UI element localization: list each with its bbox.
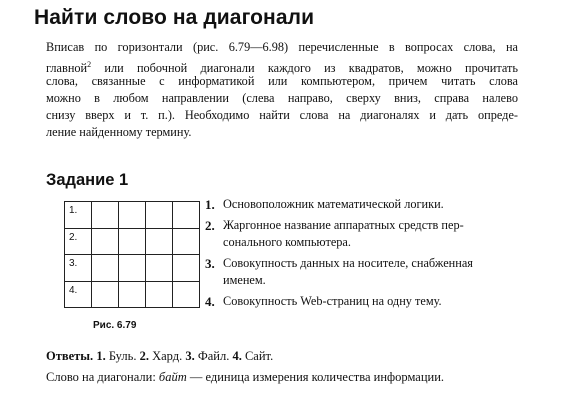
grid-cell — [173, 202, 200, 229]
question-line: Совокупность данных на носителе, снабженная — [223, 256, 473, 270]
question-line: именем. — [223, 273, 266, 287]
grid-row-label-cell: 3. — [65, 255, 92, 282]
grid-cell — [173, 255, 200, 282]
grid-cell — [146, 255, 173, 282]
answers-label: Ответы. — [46, 349, 94, 363]
page-title: Найти слово на диагонали — [34, 6, 315, 29]
grid-cell — [146, 229, 173, 256]
answer-number: 1. — [96, 349, 106, 363]
question-item — [205, 255, 525, 289]
answer-word: Сайт. — [244, 349, 274, 363]
question-text — [223, 255, 525, 289]
task-title: Задание 1 — [46, 171, 129, 189]
grid-cell — [119, 255, 146, 282]
grid-cell — [146, 282, 173, 309]
question-item — [205, 196, 525, 213]
grid-cell — [92, 255, 119, 282]
answer-number: 3. — [185, 349, 195, 363]
grid-row-label-cell: 4. — [65, 282, 92, 309]
intro-line-text: можно в любом направлении (слева направо, сверху вниз, справа налево — [46, 91, 518, 106]
diagonal-label: Слово на диагонали: — [46, 370, 156, 384]
answer-word: Хард. — [152, 349, 183, 363]
grid-cell — [92, 229, 119, 256]
intro-line-text: снизу вверх и т. п.). Необходимо найти слова на диагоналях и дать опреде- — [46, 108, 518, 123]
question-number: 1. — [205, 197, 215, 212]
footnote-marker: 2 — [87, 60, 92, 70]
intro-line — [46, 124, 518, 141]
diagonal-word: байт — [158, 370, 187, 384]
intro-line — [46, 39, 518, 56]
question-number: 3. — [205, 256, 215, 271]
question-line: Основоположник математической логики. — [223, 197, 444, 211]
intro-paragraph — [46, 39, 518, 142]
intro-line-text: или побочной диагонали каждого из квадратов, можно прочитать — [91, 61, 518, 76]
question-item — [205, 217, 525, 251]
question-text — [223, 196, 525, 213]
question-text — [223, 217, 525, 251]
grid-cell — [173, 282, 200, 309]
grid-row-label-cell: 1. — [65, 202, 92, 229]
question-line: Жаргонное название аппаратных средств пер- — [223, 218, 464, 232]
grid-cell — [146, 202, 173, 229]
answer-number: 4. — [232, 349, 242, 363]
question-number: 2. — [205, 218, 215, 233]
intro-line — [46, 56, 518, 76]
grid-cell — [173, 229, 200, 256]
diagonal-definition: — единица измерения количества информации. — [189, 370, 445, 384]
intro-line — [46, 73, 518, 90]
question-item — [205, 293, 525, 310]
answer-word: Буль. — [108, 349, 137, 363]
intro-line-text: Вписав по горизонтали (рис. 6.79—6.98) перечисленные в вопросах слова, на — [46, 40, 518, 54]
question-list — [205, 196, 525, 314]
grid-cell — [92, 202, 119, 229]
crossword-grid — [64, 201, 200, 308]
grid-row-label-cell: 2. — [65, 229, 92, 256]
diagonal-word-line — [46, 369, 444, 386]
grid-cell — [119, 282, 146, 309]
answer-number: 2. — [139, 349, 149, 363]
question-text — [223, 293, 525, 310]
answers-line — [46, 348, 273, 365]
intro-line-text: слова, связанные с информатикой или компьютером, причем читать слова — [46, 74, 518, 89]
grid-cell — [119, 229, 146, 256]
intro-line-text: ление найденному термину. — [46, 125, 192, 140]
grid-cell — [119, 202, 146, 229]
question-line: Совокупность Web-страниц на одну тему. — [223, 294, 442, 308]
grid-cell — [92, 282, 119, 309]
intro-line-text: главной — [46, 61, 88, 76]
answer-word: Файл. — [197, 349, 230, 363]
question-line: сонального компьютера. — [223, 235, 351, 249]
intro-line — [46, 90, 518, 107]
figure-caption: Рис. 6.79 — [93, 320, 137, 331]
question-number: 4. — [205, 294, 215, 309]
intro-line — [46, 107, 518, 124]
